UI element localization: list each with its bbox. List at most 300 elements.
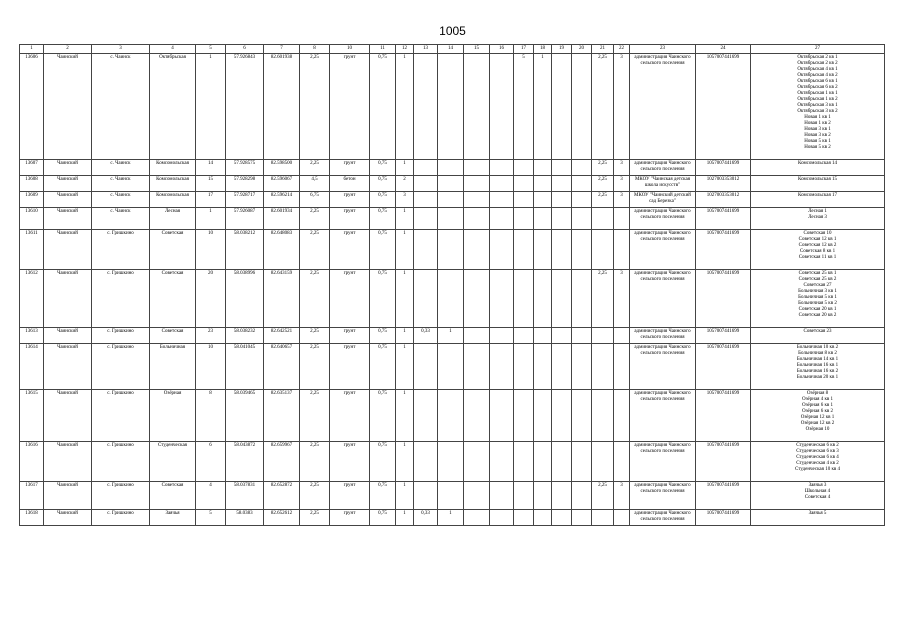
address-line: Советская 10 (803, 231, 832, 236)
cell-ogrn: 1057007441699 (696, 442, 751, 482)
cell-lat: 58.038996 (226, 270, 264, 328)
cell-lon: 82.652612 (264, 510, 300, 526)
cell-settlement: с. Чаинск (92, 192, 150, 208)
address-line: Советская 20 кв 2 (798, 313, 837, 318)
address-line: Советская 23 (803, 329, 832, 334)
address-line: Октябрьская 1 кв 1 (797, 91, 838, 96)
cell-c19 (552, 208, 572, 230)
cell-c21: 2,25 (592, 160, 614, 176)
address-line: Студенческая 10 кв 4 (794, 467, 840, 472)
column-header: 6 (226, 45, 264, 54)
address-line: Заячья 5 (808, 511, 827, 516)
cell-house: 1 (196, 208, 226, 230)
cell-c22 (614, 230, 630, 270)
cell-c17 (514, 270, 534, 328)
cell-settlement: с. Гришкино (92, 482, 150, 510)
cell-owner: администрация Чаинского сельского поселения (630, 230, 696, 270)
cell-owner: администрация Чаинского сельского поселения (630, 482, 696, 510)
cell-id: 13609 (20, 192, 44, 208)
cell-id: 13616 (20, 442, 44, 482)
cell-id: 13618 (20, 510, 44, 526)
column-header: 4 (150, 45, 196, 54)
cell-c21 (592, 510, 614, 526)
cell-addresses (751, 442, 885, 482)
cell-c20 (572, 208, 592, 230)
cell-c18 (534, 482, 552, 510)
column-header: 21 (592, 45, 614, 54)
cell-id: 13608 (20, 176, 44, 192)
cell-lon: 82.598500 (264, 160, 300, 176)
cell-ogrn: 1057007441699 (696, 510, 751, 526)
cell-settlement: с. Чаинск (92, 160, 150, 176)
cell-owner: МКОУ "Чаинская детская школа искусств" (630, 176, 696, 192)
cell-addresses (751, 160, 885, 176)
cell-street: Советская (150, 230, 196, 270)
address-line: Студенческая 6 кв 3 (796, 449, 839, 454)
cell-lon: 82.635137 (264, 390, 300, 442)
cell-c12: 1 (396, 230, 414, 270)
cell-id: 13617 (20, 482, 44, 510)
cell-settlement: с. Гришкино (92, 390, 150, 442)
cell-c15 (464, 328, 490, 344)
cell-c8: 2,25 (300, 344, 330, 390)
column-header: 1 (20, 45, 44, 54)
cell-surface: грунт (330, 230, 370, 270)
cell-owner: администрация Чаинского сельского поселения (630, 442, 696, 482)
column-header: 20 (572, 45, 592, 54)
cell-c13 (414, 270, 438, 328)
table-row (20, 176, 885, 192)
address-line: Заячья 3 (808, 483, 827, 488)
cell-c13 (414, 482, 438, 510)
cell-house: 23 (196, 328, 226, 344)
column-header: 7 (264, 45, 300, 54)
cell-c12: 1 (396, 442, 414, 482)
cell-addresses (751, 270, 885, 328)
cell-c16 (490, 192, 514, 208)
cell-c13 (414, 390, 438, 442)
cell-c15 (464, 192, 490, 208)
cell-c16 (490, 160, 514, 176)
cell-c15 (464, 176, 490, 192)
cell-id: 13611 (20, 230, 44, 270)
address-line: Октябрьская 2 кв 1 (797, 55, 838, 60)
cell-c18 (534, 510, 552, 526)
cell-c11: 0,75 (370, 54, 396, 160)
cell-district: Чаинский (44, 160, 92, 176)
cell-owner: МКОУ "Чаинский детский сад Березка" (630, 192, 696, 208)
cell-owner: администрация Чаинского сельского поселения (630, 510, 696, 526)
cell-c14 (438, 482, 464, 510)
address-line: Новая 5 кв 1 (804, 139, 831, 144)
address-line: Озёрная 6 кв 1 (801, 403, 834, 408)
cell-c22 (614, 328, 630, 344)
cell-c22 (614, 510, 630, 526)
column-header: 13 (414, 45, 438, 54)
cell-c13 (414, 176, 438, 192)
cell-surface: грунт (330, 510, 370, 526)
column-header: 19 (552, 45, 572, 54)
cell-c17: 5 (514, 54, 534, 160)
column-header: 17 (514, 45, 534, 54)
cell-c17 (514, 192, 534, 208)
column-header: 11 (370, 45, 396, 54)
table-row (20, 160, 885, 176)
cell-addresses (751, 230, 885, 270)
cell-c19 (552, 482, 572, 510)
cell-house: 14 (196, 160, 226, 176)
cell-c12: 2 (396, 176, 414, 192)
cell-surface: грунт (330, 208, 370, 230)
column-header: 27 (751, 45, 885, 54)
cell-c19 (552, 54, 572, 160)
cell-c17 (514, 390, 534, 442)
address-line: Озёрная 10 (805, 427, 830, 432)
cell-c18 (534, 328, 552, 344)
cell-c15 (464, 344, 490, 390)
cell-surface: грунт (330, 328, 370, 344)
cell-c16 (490, 510, 514, 526)
cell-c12: 3 (396, 192, 414, 208)
cell-c12: 1 (396, 482, 414, 510)
cell-c19 (552, 390, 572, 442)
address-line: Октябрьская 2 кв 2 (797, 61, 838, 66)
cell-lon: 82.659967 (264, 442, 300, 482)
cell-c14: 1 (438, 328, 464, 344)
cell-c14 (438, 344, 464, 390)
table-row (20, 328, 885, 344)
cell-c11: 0,75 (370, 208, 396, 230)
cell-lon: 82.643159 (264, 270, 300, 328)
cell-c14 (438, 270, 464, 328)
cell-owner: администрация Чаинского сельского поселения (630, 270, 696, 328)
cell-surface: грунт (330, 270, 370, 328)
cell-district: Чаинский (44, 390, 92, 442)
cell-c19 (552, 176, 572, 192)
cell-ogrn: 1027003353012 (696, 192, 751, 208)
cell-ogrn: 1057007441699 (696, 328, 751, 344)
address-line: Больничная 16 кв 2 (796, 369, 839, 374)
cell-settlement: с. Гришкино (92, 344, 150, 390)
cell-settlement: с. Гришкино (92, 442, 150, 482)
address-line: Комсомольская 17 (798, 193, 837, 198)
cell-c22: 3 (614, 54, 630, 160)
address-line: Озёрная 4 кв 1 (801, 397, 834, 402)
cell-c20 (572, 230, 592, 270)
cell-owner: администрация Чаинского сельского поселения (630, 344, 696, 390)
cell-c22: 3 (614, 270, 630, 328)
column-header: 2 (44, 45, 92, 54)
cell-c21 (592, 390, 614, 442)
address-line: Школьная 4 (804, 489, 831, 494)
cell-house: 10 (196, 344, 226, 390)
address-line: Новая 1 кв 1 (804, 115, 831, 120)
cell-c16 (490, 344, 514, 390)
cell-surface: грунт (330, 54, 370, 160)
cell-c17 (514, 230, 534, 270)
cell-addresses (751, 176, 885, 192)
cell-c16 (490, 54, 514, 160)
cell-c18 (534, 192, 552, 208)
cell-c11: 0,75 (370, 482, 396, 510)
cell-c21 (592, 328, 614, 344)
cell-street: Озёрная (150, 390, 196, 442)
address-line: Октябрьская 4 кв 1 (797, 67, 838, 72)
address-line: Лесная 1 (808, 209, 827, 214)
address-line: Больничная 10 кв 2 (796, 345, 839, 350)
cell-c21 (592, 230, 614, 270)
cell-c20 (572, 442, 592, 482)
cell-c8: 4,5 (300, 176, 330, 192)
cell-c13: 0,33 (414, 328, 438, 344)
cell-c13 (414, 208, 438, 230)
cell-lat: 57.926843 (226, 54, 264, 160)
cell-addresses (751, 510, 885, 526)
cell-lon: 82.596067 (264, 176, 300, 192)
cell-c15 (464, 230, 490, 270)
column-header: 12 (396, 45, 414, 54)
cell-c15 (464, 208, 490, 230)
address-line: Больничная 3 кв 1 (798, 289, 837, 294)
address-line: Новая 3 кв 1 (804, 127, 831, 132)
cell-district: Чаинский (44, 192, 92, 208)
cell-lat: 58.038212 (226, 230, 264, 270)
cell-lat: 57.926087 (226, 208, 264, 230)
cell-c19 (552, 192, 572, 208)
cell-settlement: с. Чаинск (92, 176, 150, 192)
cell-lat: 57.928298 (226, 176, 264, 192)
address-line: Советская 27 (803, 283, 832, 288)
cell-street: Комсомольская (150, 176, 196, 192)
cell-c17 (514, 510, 534, 526)
cell-c21: 2,25 (592, 176, 614, 192)
column-header: 22 (614, 45, 630, 54)
address-line: Октябрьская 6 кв 1 (797, 79, 838, 84)
cell-street: Советская (150, 270, 196, 328)
address-line: Больничная 20 кв 1 (796, 375, 839, 380)
cell-owner: администрация Чаинского сельского поселения (630, 208, 696, 230)
column-header: 3 (92, 45, 150, 54)
cell-c18 (534, 344, 552, 390)
cell-district: Чаинский (44, 208, 92, 230)
cell-c22: 3 (614, 160, 630, 176)
cell-settlement: с. Гришкино (92, 510, 150, 526)
cell-c11: 0,75 (370, 390, 396, 442)
cell-c16 (490, 328, 514, 344)
cell-district: Чаинский (44, 344, 92, 390)
cell-ogrn: 1057007441699 (696, 482, 751, 510)
cell-id: 13610 (20, 208, 44, 230)
cell-c8: 2,25 (300, 160, 330, 176)
cell-c22 (614, 208, 630, 230)
cell-c16 (490, 176, 514, 192)
address-line: Советская 20 кв 1 (798, 307, 837, 312)
cell-id: 13612 (20, 270, 44, 328)
cell-c17 (514, 176, 534, 192)
cell-surface: грунт (330, 192, 370, 208)
cell-owner: администрация Чаинского сельского поселения (630, 54, 696, 160)
cell-c17 (514, 344, 534, 390)
table-row (20, 230, 885, 270)
cell-c13: 0,33 (414, 510, 438, 526)
cell-settlement: с. Чаинск (92, 54, 150, 160)
cell-c20 (572, 510, 592, 526)
cell-c21: 2,25 (592, 482, 614, 510)
cell-addresses (751, 390, 885, 442)
cell-c19 (552, 270, 572, 328)
cell-c16 (490, 442, 514, 482)
cell-c14 (438, 160, 464, 176)
cell-c18 (534, 390, 552, 442)
cell-district: Чаинский (44, 54, 92, 160)
cell-ogrn: 1057007441699 (696, 208, 751, 230)
cell-street: Комсомольская (150, 192, 196, 208)
table-body (20, 54, 885, 526)
cell-street: Октябрьская (150, 54, 196, 160)
cell-c21: 2,25 (592, 192, 614, 208)
cell-c22 (614, 442, 630, 482)
table-row (20, 270, 885, 328)
address-line: Советская 8 кв 1 (799, 249, 836, 254)
cell-c21 (592, 208, 614, 230)
registry-table (19, 44, 885, 526)
cell-c14 (438, 390, 464, 442)
address-line: Новая 5 кв 2 (804, 145, 831, 150)
address-line: Больничная 14 кв 1 (796, 357, 839, 362)
cell-surface: грунт (330, 442, 370, 482)
cell-ogrn: 1057007441699 (696, 160, 751, 176)
cell-c8: 2,25 (300, 328, 330, 344)
cell-street: Советская (150, 482, 196, 510)
cell-street: Комсомольская (150, 160, 196, 176)
cell-c19 (552, 344, 572, 390)
cell-owner: администрация Чаинского сельского поселения (630, 390, 696, 442)
cell-c18 (534, 208, 552, 230)
address-line: Советская 25 кв 1 (798, 271, 837, 276)
cell-lat: 57.928717 (226, 192, 264, 208)
cell-ogrn: 1027003353012 (696, 176, 751, 192)
cell-c13 (414, 230, 438, 270)
cell-c8: 2,25 (300, 208, 330, 230)
cell-c22 (614, 390, 630, 442)
address-line: Студенческая 6 кв 2 (796, 443, 839, 448)
cell-c11: 0,75 (370, 344, 396, 390)
cell-house: 5 (196, 510, 226, 526)
cell-ogrn: 1057007441699 (696, 344, 751, 390)
address-line: Больничная 5 кв 1 (798, 295, 837, 300)
cell-c14: 1 (438, 510, 464, 526)
cell-owner: администрация Чаинского сельского поселения (630, 328, 696, 344)
cell-c20 (572, 270, 592, 328)
cell-c13 (414, 344, 438, 390)
cell-addresses (751, 208, 885, 230)
cell-c12: 1 (396, 54, 414, 160)
cell-id: 13614 (20, 344, 44, 390)
cell-c20 (572, 192, 592, 208)
table-row (20, 510, 885, 526)
cell-settlement: с. Гришкино (92, 328, 150, 344)
cell-c16 (490, 270, 514, 328)
cell-c17 (514, 442, 534, 482)
cell-district: Чаинский (44, 270, 92, 328)
cell-c21: 2,25 (592, 54, 614, 160)
address-line: Октябрьская 3 кв 2 (797, 109, 838, 114)
table-row (20, 390, 885, 442)
cell-c16 (490, 390, 514, 442)
cell-c11: 0,75 (370, 176, 396, 192)
header-row (20, 45, 885, 54)
cell-c20 (572, 328, 592, 344)
cell-house: 4 (196, 482, 226, 510)
cell-settlement: с. Гришкино (92, 270, 150, 328)
address-line: Комсомольская 15 (798, 177, 837, 182)
cell-c14 (438, 208, 464, 230)
cell-c14 (438, 176, 464, 192)
cell-c16 (490, 208, 514, 230)
cell-lat: 58.043872 (226, 442, 264, 482)
address-line: Октябрьская 4 кв 2 (797, 73, 838, 78)
cell-lon: 82.596214 (264, 192, 300, 208)
column-header: 24 (696, 45, 751, 54)
cell-c18 (534, 442, 552, 482)
cell-c19 (552, 442, 572, 482)
cell-c14 (438, 442, 464, 482)
page-number: 1005 (439, 24, 466, 38)
cell-c15 (464, 442, 490, 482)
cell-lon: 82.648083 (264, 230, 300, 270)
cell-district: Чаинский (44, 510, 92, 526)
cell-lat: 58.039465 (226, 390, 264, 442)
cell-c20 (572, 482, 592, 510)
cell-c8: 2,25 (300, 230, 330, 270)
cell-c13 (414, 192, 438, 208)
cell-c19 (552, 160, 572, 176)
cell-street: Заячья (150, 510, 196, 526)
cell-house: 15 (196, 176, 226, 192)
cell-c18: 1 (534, 54, 552, 160)
cell-c11: 0,75 (370, 230, 396, 270)
cell-c18 (534, 160, 552, 176)
address-line: Больничная 16 кв 1 (796, 363, 839, 368)
cell-c12: 1 (396, 270, 414, 328)
cell-c18 (534, 230, 552, 270)
cell-c13 (414, 160, 438, 176)
cell-house: 17 (196, 192, 226, 208)
cell-street: Студенческая (150, 442, 196, 482)
cell-addresses (751, 482, 885, 510)
cell-settlement: с. Чаинск (92, 208, 150, 230)
address-line: Октябрьская 6 кв 2 (797, 85, 838, 90)
address-line: Советская 4 (804, 495, 831, 500)
cell-c8: 2,25 (300, 270, 330, 328)
cell-surface: бетон (330, 176, 370, 192)
cell-addresses (751, 54, 885, 160)
cell-c17 (514, 328, 534, 344)
cell-house: 6 (196, 442, 226, 482)
cell-addresses (751, 344, 885, 390)
cell-c14 (438, 230, 464, 270)
cell-ogrn: 1057007441699 (696, 230, 751, 270)
table-row (20, 192, 885, 208)
cell-c18 (534, 176, 552, 192)
cell-street: Лесная (150, 208, 196, 230)
address-line: Больничная 8 кв 2 (798, 351, 837, 356)
cell-c20 (572, 54, 592, 160)
table-row (20, 208, 885, 230)
cell-c11: 0,75 (370, 442, 396, 482)
cell-c16 (490, 230, 514, 270)
cell-lat: 58.038232 (226, 328, 264, 344)
